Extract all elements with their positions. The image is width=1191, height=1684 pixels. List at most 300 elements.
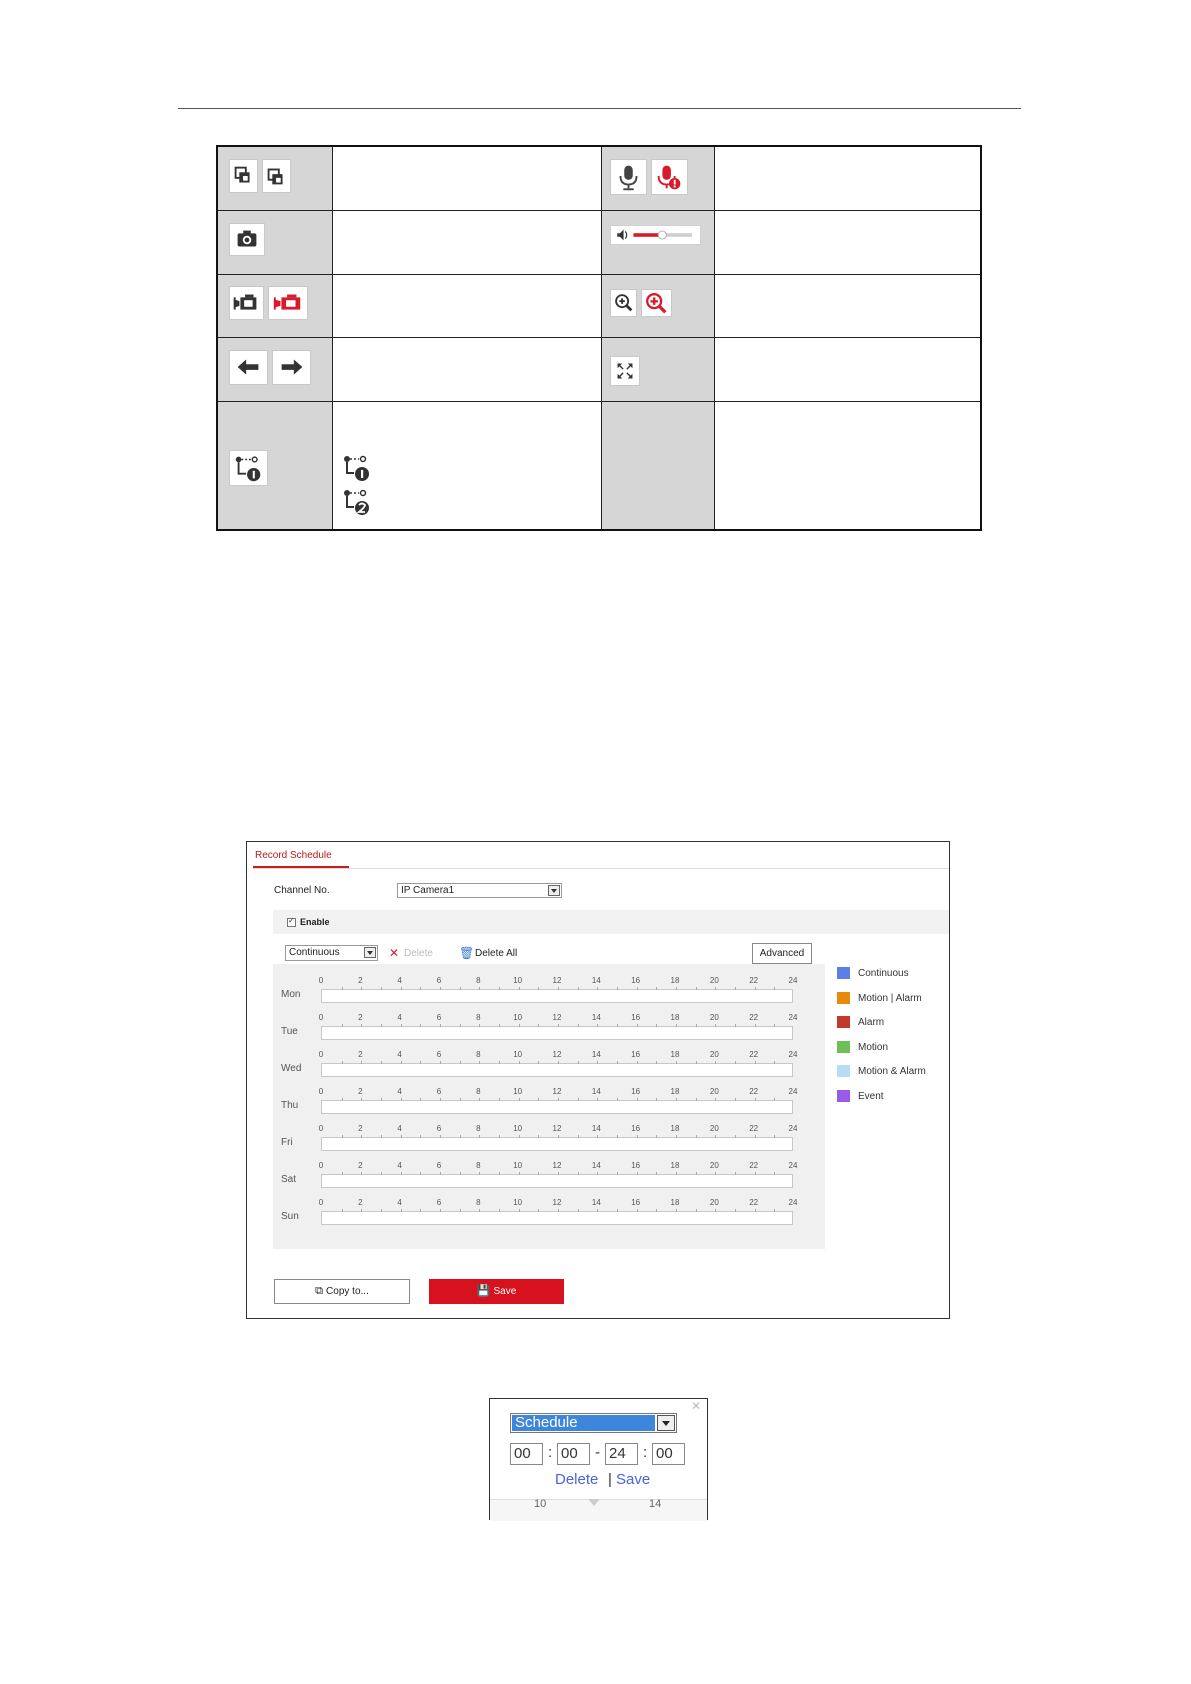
- hour-tick: [420, 1098, 421, 1101]
- hour-tick: [735, 1209, 736, 1212]
- hour-tick: [637, 1209, 638, 1212]
- hour-tick: [676, 1061, 677, 1064]
- channel-select-value: IP Camera1: [401, 885, 455, 896]
- day-label: Mon: [281, 989, 301, 1000]
- hour-tick: [715, 1024, 716, 1027]
- hour-tick: [597, 1209, 598, 1212]
- hour-tick: [440, 1172, 441, 1175]
- hour-tick: [440, 1135, 441, 1138]
- popup-delete-link[interactable]: Delete: [555, 1471, 599, 1488]
- hour-tick: [617, 1098, 618, 1101]
- hour-tick: [755, 1209, 756, 1212]
- icon-column-right: [601, 147, 714, 529]
- hour-tick: [538, 1172, 539, 1175]
- hour-tick-label: 24: [788, 1087, 798, 1096]
- end-minute-input[interactable]: 00: [652, 1443, 685, 1465]
- hour-tick: [401, 1061, 402, 1064]
- hour-ruler: [318, 1198, 798, 1208]
- hour-tick-label: 12: [552, 1198, 562, 1207]
- channel-label: Channel No.: [274, 885, 330, 896]
- hour-tick: [381, 987, 382, 990]
- hour-tick: [401, 1024, 402, 1027]
- hour-tick: [656, 1024, 657, 1027]
- hour-tick-label: 18: [670, 1087, 680, 1096]
- copy-to-button[interactable]: [274, 1279, 410, 1304]
- hour-tick-label: 22: [749, 1124, 759, 1133]
- hour-tick: [735, 1172, 736, 1175]
- hour-tick-label: 10: [513, 1161, 523, 1170]
- hour-tick: [656, 1135, 657, 1138]
- day-schedule-bar[interactable]: [321, 1211, 793, 1225]
- hour-tick: [460, 1172, 461, 1175]
- hour-tick: [617, 1209, 618, 1212]
- hour-tick: [637, 1135, 638, 1138]
- hour-tick-label: 0: [318, 1124, 324, 1133]
- hour-tick: [479, 1061, 480, 1064]
- day-label: Thu: [281, 1100, 299, 1111]
- camera-icon[interactable]: [229, 223, 265, 256]
- microphone-muted-icon[interactable]: [651, 159, 688, 195]
- microphone-icon[interactable]: [610, 159, 647, 195]
- hour-tick: [519, 987, 520, 990]
- hour-ruler: [318, 976, 798, 986]
- hour-tick: [519, 1098, 520, 1101]
- arrow-left-icon[interactable]: [229, 350, 268, 385]
- hour-tick-label: 6: [436, 1198, 442, 1207]
- hour-tick: [361, 1209, 362, 1212]
- video-record-active-icon[interactable]: [268, 286, 308, 320]
- hour-tick: [401, 1135, 402, 1138]
- day-schedule-bar[interactable]: [321, 989, 793, 1003]
- hour-tick: [538, 1098, 539, 1101]
- legend-swatch: [837, 1065, 850, 1077]
- hour-tick-label: 4: [397, 1050, 402, 1059]
- header-rule: [178, 108, 1021, 109]
- legend-swatch: [837, 1016, 850, 1028]
- legend-label: Event: [858, 1090, 884, 1102]
- legend-label: Motion | Alarm: [858, 992, 922, 1004]
- hour-tick: [597, 1135, 598, 1138]
- volume-slider[interactable]: [610, 225, 701, 245]
- video-record-icon[interactable]: [229, 286, 264, 320]
- hour-tick: [715, 1098, 716, 1101]
- hour-tick: [420, 1024, 421, 1027]
- hour-tick-label: 10: [513, 1124, 523, 1133]
- hour-tick-label: 4: [397, 976, 402, 985]
- hour-tick: [361, 987, 362, 990]
- hour-tick: [774, 1061, 775, 1064]
- day-label: Wed: [281, 1063, 302, 1074]
- hour-tick: [479, 1024, 480, 1027]
- hour-tick-label: 2: [358, 1161, 363, 1170]
- hour-tick: [479, 1172, 480, 1175]
- hour-tick: [637, 1098, 638, 1101]
- record-type-select[interactable]: [285, 945, 378, 961]
- hour-tick-label: 16: [631, 1087, 641, 1096]
- hour-tick-label: 2: [358, 1013, 363, 1022]
- hour-tick: [735, 1061, 736, 1064]
- hour-tick: [538, 1135, 539, 1138]
- hour-tick: [420, 1172, 421, 1175]
- hour-tick: [735, 1135, 736, 1138]
- hour-tick-label: 4: [397, 1161, 402, 1170]
- hour-tick: [381, 1209, 382, 1212]
- day-label: Sat: [281, 1174, 297, 1185]
- hour-tick: [361, 1024, 362, 1027]
- hour-tick-label: 4: [397, 1087, 402, 1096]
- hour-tick-label: 2: [358, 1087, 363, 1096]
- hour-tick: [597, 1061, 598, 1064]
- hour-tick: [440, 987, 441, 990]
- hour-tick: [519, 1061, 520, 1064]
- day-label: Sun: [281, 1211, 299, 1222]
- hour-tick-label: 6: [436, 1050, 442, 1059]
- legend-label: Motion: [858, 1041, 889, 1053]
- hour-tick: [401, 987, 402, 990]
- popup-pointer: [588, 1499, 600, 1506]
- hour-tick: [538, 1061, 539, 1064]
- hour-tick-label: 24: [788, 1013, 798, 1022]
- hour-tick: [755, 1172, 756, 1175]
- schedule-type-select[interactable]: [510, 1413, 677, 1433]
- hour-tick-label: 16: [631, 1013, 641, 1022]
- hour-tick: [440, 1098, 441, 1101]
- hour-tick: [420, 1061, 421, 1064]
- hour-tick-label: 20: [709, 1087, 719, 1096]
- hour-tick: [696, 1172, 697, 1175]
- hour-tick: [578, 1024, 579, 1027]
- hour-tick-label: 10: [513, 1198, 523, 1207]
- hour-tick-label: 20: [709, 976, 719, 985]
- tab-record-schedule[interactable]: Record Schedule: [255, 850, 332, 861]
- popup-ruler: [490, 1499, 707, 1521]
- enable-checkbox[interactable]: [287, 918, 296, 927]
- legend-swatch: [837, 1090, 850, 1102]
- hour-tick: [538, 1209, 539, 1212]
- hour-tick: [656, 987, 657, 990]
- hour-tick: [676, 1024, 677, 1027]
- hour-ruler: [318, 1013, 798, 1023]
- arrow-right-icon[interactable]: [272, 350, 311, 385]
- hour-tick-label: 2: [358, 1124, 363, 1133]
- enable-label: Enable: [300, 917, 330, 927]
- hour-tick-label: 18: [670, 1050, 680, 1059]
- hour-tick-label: 0: [318, 976, 324, 985]
- window-split-icon[interactable]: [262, 159, 291, 193]
- hour-tick: [342, 1061, 343, 1064]
- hour-tick: [656, 1061, 657, 1064]
- hour-tick-label: 8: [476, 976, 481, 985]
- hour-tick-label: 12: [552, 1050, 562, 1059]
- hour-tick: [774, 1024, 775, 1027]
- hour-tick: [597, 1098, 598, 1101]
- hour-tick: [715, 1209, 716, 1212]
- time-separator: :: [548, 1444, 553, 1461]
- hour-tick: [361, 1061, 362, 1064]
- hour-tick: [774, 1098, 775, 1101]
- hour-tick-label: 6: [436, 1161, 442, 1170]
- hour-tick-label: 2: [358, 976, 363, 985]
- hour-tick: [381, 1172, 382, 1175]
- hour-tick-label: 6: [436, 1087, 442, 1096]
- hour-tick: [479, 1135, 480, 1138]
- link-separator: |: [608, 1471, 612, 1488]
- hour-tick: [676, 1098, 677, 1101]
- hour-tick: [755, 1135, 756, 1138]
- hour-tick-label: 12: [552, 1013, 562, 1022]
- hour-tick: [755, 1061, 756, 1064]
- stream-1-icon[interactable]: [229, 450, 268, 486]
- hour-tick-label: 14: [591, 1161, 601, 1170]
- hour-tick: [735, 987, 736, 990]
- close-icon[interactable]: ✕: [690, 1399, 701, 1413]
- hour-tick: [558, 987, 559, 990]
- hour-tick: [755, 1024, 756, 1027]
- hour-tick: [637, 1061, 638, 1064]
- legend-label: Alarm: [858, 1017, 885, 1028]
- hour-tick-label: 8: [476, 1124, 481, 1133]
- schedule-edit-popup: [489, 1398, 708, 1520]
- hour-tick-label: 20: [709, 1124, 719, 1133]
- day-schedule-bar[interactable]: [321, 1026, 793, 1040]
- hour-tick: [617, 1061, 618, 1064]
- popup-save-link[interactable]: Save: [616, 1471, 651, 1488]
- hour-tick-label: 24: [788, 1198, 798, 1207]
- day-schedule-bar[interactable]: [321, 1100, 793, 1114]
- hour-tick: [676, 1172, 677, 1175]
- hour-tick-label: 10: [513, 1087, 523, 1096]
- hour-tick-label: 18: [670, 1013, 680, 1022]
- hour-tick: [460, 1135, 461, 1138]
- hour-tick-label: 16: [631, 1124, 641, 1133]
- hour-tick: [479, 1209, 480, 1212]
- hour-tick: [617, 1135, 618, 1138]
- hour-tick-label: 6: [436, 1124, 442, 1133]
- zoom-in-active-icon[interactable]: [641, 289, 672, 317]
- hour-tick: [342, 1135, 343, 1138]
- hour-tick: [538, 1024, 539, 1027]
- hour-tick-label: 18: [670, 1124, 680, 1133]
- hour-tick-label: 8: [476, 1198, 481, 1207]
- hour-tick: [696, 1024, 697, 1027]
- hour-tick: [401, 1098, 402, 1101]
- legend-label: Continuous: [858, 968, 909, 979]
- save-button[interactable]: [429, 1279, 564, 1304]
- hour-tick-label: 18: [670, 976, 680, 985]
- hour-tick: [460, 1061, 461, 1064]
- hour-tick: [361, 1135, 362, 1138]
- hour-tick: [774, 987, 775, 990]
- hour-tick-label: 4: [397, 1124, 402, 1133]
- hour-tick-label: 24: [788, 1050, 798, 1059]
- hour-tick: [342, 987, 343, 990]
- record-schedule-panel: [246, 841, 950, 1319]
- hour-tick-label: 12: [552, 1124, 562, 1133]
- chevron-down-icon: [548, 885, 560, 896]
- hour-tick-label: 18: [670, 1161, 680, 1170]
- stream-2-icon: [341, 487, 371, 517]
- hour-tick: [381, 1061, 382, 1064]
- hour-tick: [558, 1061, 559, 1064]
- day-label: Tue: [281, 1026, 298, 1037]
- hour-tick: [558, 1209, 559, 1212]
- hour-tick: [440, 1024, 441, 1027]
- hour-tick-label: 24: [788, 1124, 798, 1133]
- hour-tick: [696, 1209, 697, 1212]
- hour-tick: [715, 987, 716, 990]
- hour-tick-label: 6: [436, 976, 442, 985]
- hour-tick-label: 22: [749, 1198, 759, 1207]
- hour-tick-label: 12: [552, 976, 562, 985]
- zoom-in-icon[interactable]: [610, 289, 637, 317]
- hour-tick: [479, 987, 480, 990]
- hour-tick: [420, 1135, 421, 1138]
- hour-tick: [617, 1172, 618, 1175]
- hour-tick-label: 24: [788, 976, 798, 985]
- hour-tick: [637, 987, 638, 990]
- hour-tick: [361, 1098, 362, 1101]
- close-icon: ✕: [389, 946, 400, 960]
- hour-tick-label: 20: [709, 1013, 719, 1022]
- hour-tick-label: 16: [631, 1198, 641, 1207]
- hour-tick-label: 14: [591, 1124, 601, 1133]
- hour-tick: [617, 1024, 618, 1027]
- ruler-label: 10: [534, 1498, 547, 1510]
- hour-tick: [460, 987, 461, 990]
- schedule-grid: [273, 964, 825, 1249]
- hour-tick-label: 8: [476, 1013, 481, 1022]
- legend-swatch: [837, 1041, 850, 1053]
- hour-tick: [755, 1098, 756, 1101]
- hour-tick-label: 0: [318, 1161, 324, 1170]
- hour-tick: [696, 1098, 697, 1101]
- hour-tick-label: 0: [318, 1050, 324, 1059]
- end-hour-input[interactable]: 24: [605, 1443, 638, 1465]
- hour-tick: [342, 1209, 343, 1212]
- toolbar-icon-table: [216, 145, 982, 531]
- hour-tick-label: 10: [513, 1050, 523, 1059]
- hour-tick: [676, 987, 677, 990]
- hour-tick: [499, 1135, 500, 1138]
- hour-tick: [755, 987, 756, 990]
- copy-to-label: Copy to...: [326, 1286, 369, 1297]
- hour-tick: [440, 1061, 441, 1064]
- hour-tick: [420, 987, 421, 990]
- save-label: Save: [493, 1286, 517, 1297]
- stream-1-icon: [341, 453, 371, 483]
- day-schedule-bar[interactable]: [321, 1137, 793, 1151]
- hour-tick: [656, 1172, 657, 1175]
- hour-tick: [617, 987, 618, 990]
- day-schedule-bar[interactable]: [321, 1174, 793, 1188]
- delete-all-button[interactable]: Delete All: [475, 948, 518, 959]
- hour-tick: [519, 1135, 520, 1138]
- channel-select[interactable]: [397, 883, 562, 898]
- hour-tick: [440, 1209, 441, 1212]
- hour-tick: [696, 1135, 697, 1138]
- hour-tick: [479, 1098, 480, 1101]
- hour-tick: [499, 1209, 500, 1212]
- hour-tick: [460, 1209, 461, 1212]
- hour-tick: [637, 1172, 638, 1175]
- legend-label: Motion & Alarm: [858, 1066, 926, 1077]
- start-minute-input[interactable]: 00: [557, 1443, 590, 1465]
- hour-tick: [558, 1098, 559, 1101]
- hour-tick-label: 2: [358, 1050, 363, 1059]
- hour-tick-label: 16: [631, 1050, 641, 1059]
- hour-tick: [735, 1098, 736, 1101]
- hour-tick: [597, 1172, 598, 1175]
- hour-tick: [381, 1098, 382, 1101]
- hour-tick: [519, 1024, 520, 1027]
- legend-swatch: [837, 967, 850, 979]
- record-type-value: Continuous: [289, 947, 340, 958]
- hour-tick: [381, 1024, 382, 1027]
- hour-tick-label: 8: [476, 1087, 481, 1096]
- hour-tick-label: 4: [397, 1013, 402, 1022]
- hour-tick: [538, 987, 539, 990]
- hour-tick-label: 14: [591, 1013, 601, 1022]
- hour-tick: [342, 1172, 343, 1175]
- hour-tick: [597, 987, 598, 990]
- hour-tick: [715, 1061, 716, 1064]
- fullscreen-icon[interactable]: [610, 356, 640, 386]
- time-separator: :: [643, 1444, 648, 1461]
- hour-ruler: [318, 1087, 798, 1097]
- hour-tick: [499, 1024, 500, 1027]
- hour-tick-label: 8: [476, 1161, 481, 1170]
- hour-ruler: [318, 1124, 798, 1134]
- hour-tick-label: 16: [631, 976, 641, 985]
- hour-tick: [499, 987, 500, 990]
- hour-tick-label: 4: [397, 1198, 402, 1207]
- hour-ruler: [318, 1050, 798, 1060]
- legend-swatch: [837, 992, 850, 1004]
- hour-tick-label: 14: [591, 1087, 601, 1096]
- hour-tick-label: 14: [591, 1198, 601, 1207]
- delete-button[interactable]: Delete: [404, 948, 433, 959]
- day-schedule-bar[interactable]: [321, 1063, 793, 1077]
- hour-tick: [558, 1172, 559, 1175]
- hour-tick: [460, 1098, 461, 1101]
- hour-tick-label: 12: [552, 1087, 562, 1096]
- hour-tick-label: 22: [749, 1161, 759, 1170]
- hour-tick: [774, 1135, 775, 1138]
- hour-tick: [460, 1024, 461, 1027]
- advanced-button[interactable]: Advanced: [752, 943, 812, 964]
- ruler-label: 14: [649, 1498, 662, 1510]
- hour-tick-label: 0: [318, 1087, 324, 1096]
- tab-divider: [253, 868, 949, 869]
- chevron-down-icon: [364, 947, 376, 958]
- hour-tick: [676, 1135, 677, 1138]
- hour-tick: [637, 1024, 638, 1027]
- hour-tick-label: 2: [358, 1198, 363, 1207]
- hour-tick: [401, 1209, 402, 1212]
- hour-tick: [558, 1135, 559, 1138]
- hour-tick-label: 22: [749, 976, 759, 985]
- hour-tick: [381, 1135, 382, 1138]
- hour-tick: [578, 987, 579, 990]
- hour-tick-label: 24: [788, 1161, 798, 1170]
- hour-tick-label: 14: [591, 976, 601, 985]
- trash-icon: 🗑: [459, 946, 475, 960]
- window-split-icon[interactable]: [229, 159, 258, 193]
- hour-tick-label: 12: [552, 1161, 562, 1170]
- day-label: Fri: [281, 1137, 293, 1148]
- start-hour-input[interactable]: 00: [510, 1443, 543, 1465]
- hour-tick: [420, 1209, 421, 1212]
